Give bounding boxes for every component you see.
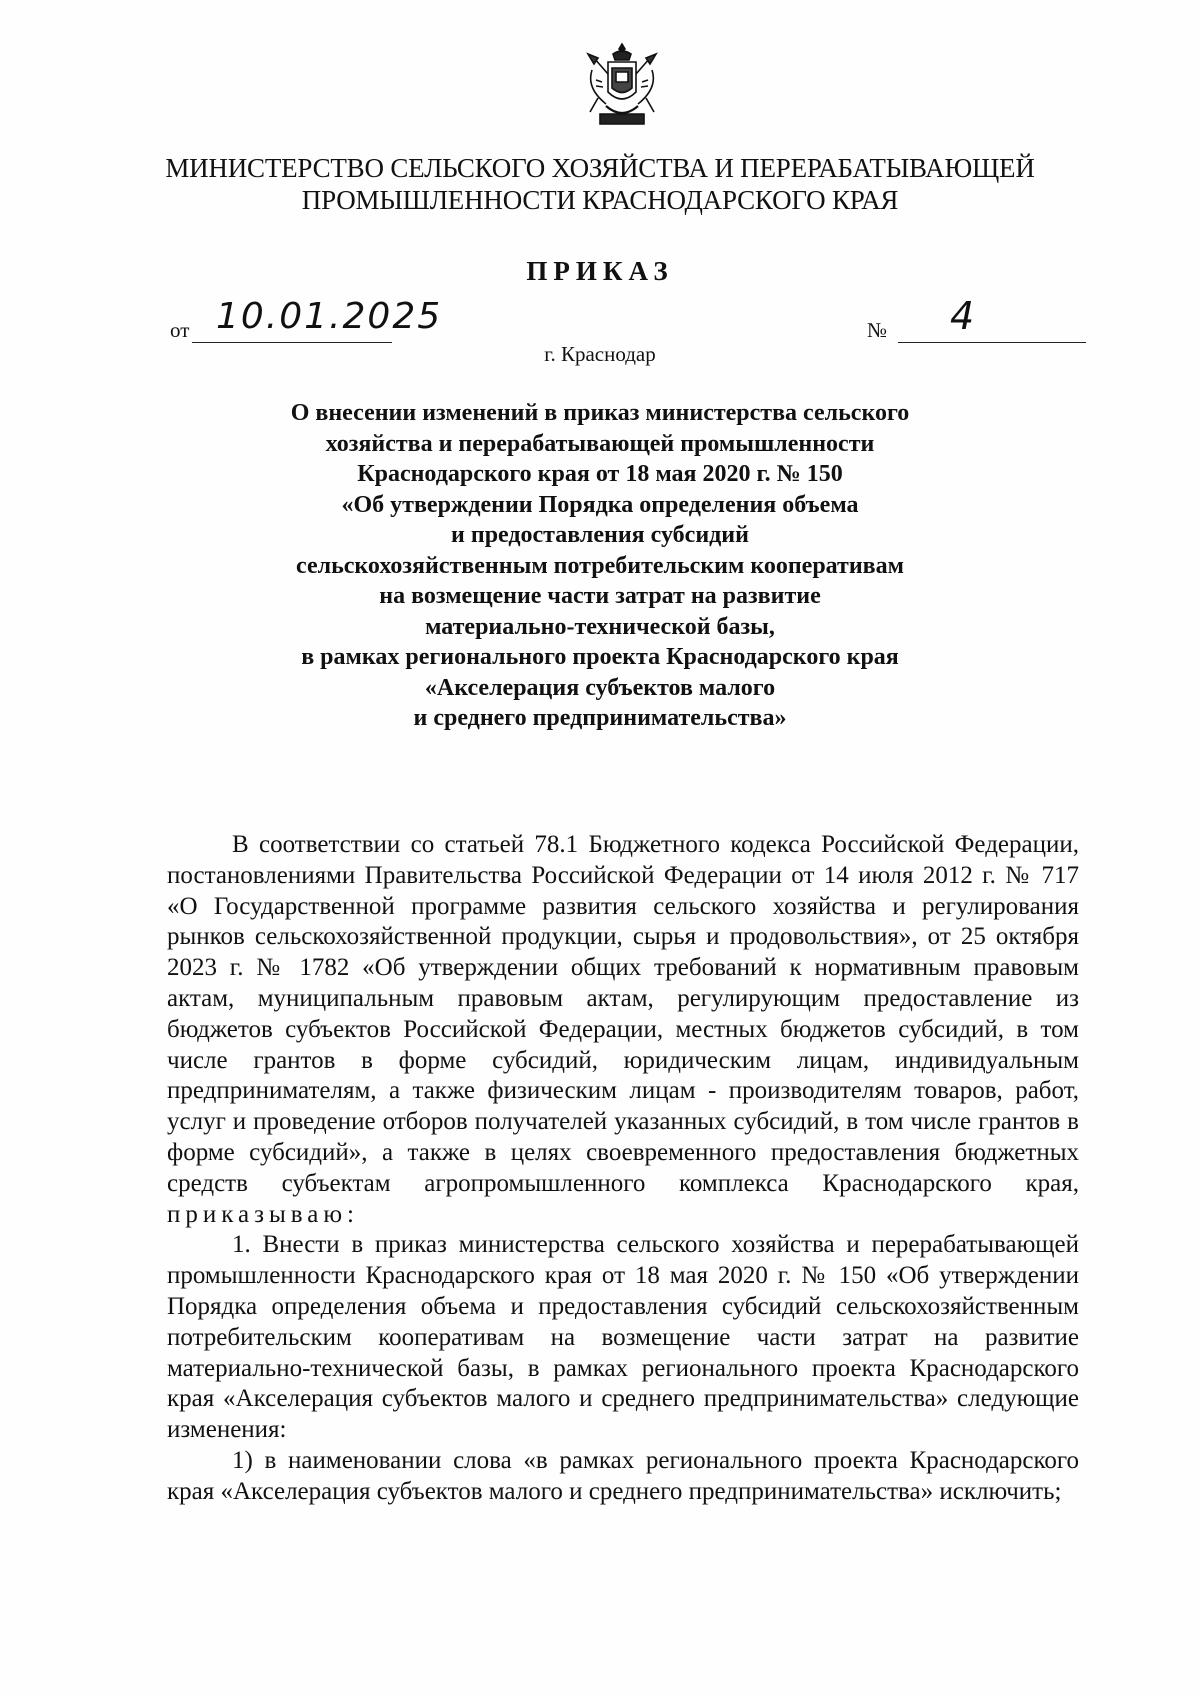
subject-line: и среднего предпринимательства» — [413, 705, 787, 731]
order-subject — [0, 398, 1200, 734]
subject-line: «Акселерация субъектов малого — [424, 674, 776, 701]
order-body — [167, 830, 1079, 1508]
subject-line: материально-технической базы, — [425, 613, 775, 640]
handwritten-number: 4 — [950, 294, 975, 338]
subject-line: «Об утверждении Порядка определения объема — [341, 491, 859, 518]
subject-line: на возмещение части затрат на развитие — [379, 583, 821, 609]
preamble-text: В соответствии со статьей 78.1 Бюджетного кодекса Российской Федерации, постановлениями Правительства Российской Федерации от 14 июля 2012 г. № 717 «О Государственной программе развития сельского хозяйства и регулирования рынков сельскохозяйственной продукции, сырья и продовольствия», от 25 октября 2023 г. № 1782 «Об утверждении общих требований к нормативным правовым актам, муниципальным правовым актам, регулирующим предоставление из бюджетов субъектов Российской Федерации, местных бюджетов субсидий, в том числе грантов в форме субсидий, юридическим лицам, индивидуальным предпринимателям, а также физическим лицам - производителям товаров, работ, услуг и проведение отборов получателей указанных субсидий, в том числе грантов в форме субсидий», а также в целях своевременного предоставления бюджетных средств субъектам агропромышленного комплекса Краснодарского края, — [167, 831, 1079, 1197]
order-word: приказываю: — [167, 1200, 359, 1228]
subclause-1-paragraph: 1) в наименовании слова «в рамках регионального проекта Краснодарского края «Акселерация субъектов малого и среднего предпринимательства» исключить; — [167, 1446, 1079, 1505]
document-type-title: ПРИКАЗ — [526, 256, 674, 286]
city: г. Краснодар — [544, 342, 656, 366]
krasnodar-coat-of-arms-icon — [580, 40, 664, 130]
subject-line: Краснодарского края от 18 мая 2020 г. № 150 — [357, 461, 843, 487]
clause-1-paragraph: 1. Внести в приказ министерства сельского хозяйства и перерабатывающей промышленности Краснодарского края от 18 мая 2020 г. № 150 «Об утверждении Порядка определения объема и предоставления субсидий сельскохозяйственным потребительским кооперативам на возмещение части затрат на развитие материально-технической базы, в рамках регионального проекта Краснодарского края «Акселерация субъектов малого и среднего предпринимательства» следующие изменения: — [167, 1231, 1079, 1444]
subject-line: О внесении изменений в приказ министерства сельского — [290, 400, 910, 426]
ministry-name — [0, 152, 1200, 216]
subject-line: и предоставления субсидий — [451, 522, 749, 548]
subject-line: сельскохозяйственным потребительским кооперативам — [296, 552, 904, 579]
date-number-row — [170, 296, 1090, 346]
date-prefix: от — [170, 318, 190, 342]
subject-line: в рамках регионального проекта Краснодарского края — [301, 644, 899, 670]
handwritten-date: 10.01.2025 — [216, 296, 443, 337]
ministry-name-line-1: МИНИСТЕРСТВО СЕЛЬСКОГО ХОЗЯЙСТВА И ПЕРЕРАБАТЫВАЮЩЕЙ — [165, 153, 1035, 183]
subject-line: хозяйства и перерабатывающей промышленности — [325, 430, 875, 457]
preamble-paragraph — [167, 830, 1079, 1230]
ministry-name-line-2: ПРОМЫШЛЕННОСТИ КРАСНОДАРСКОГО КРАЯ — [301, 185, 899, 215]
number-label: № — [867, 318, 888, 342]
